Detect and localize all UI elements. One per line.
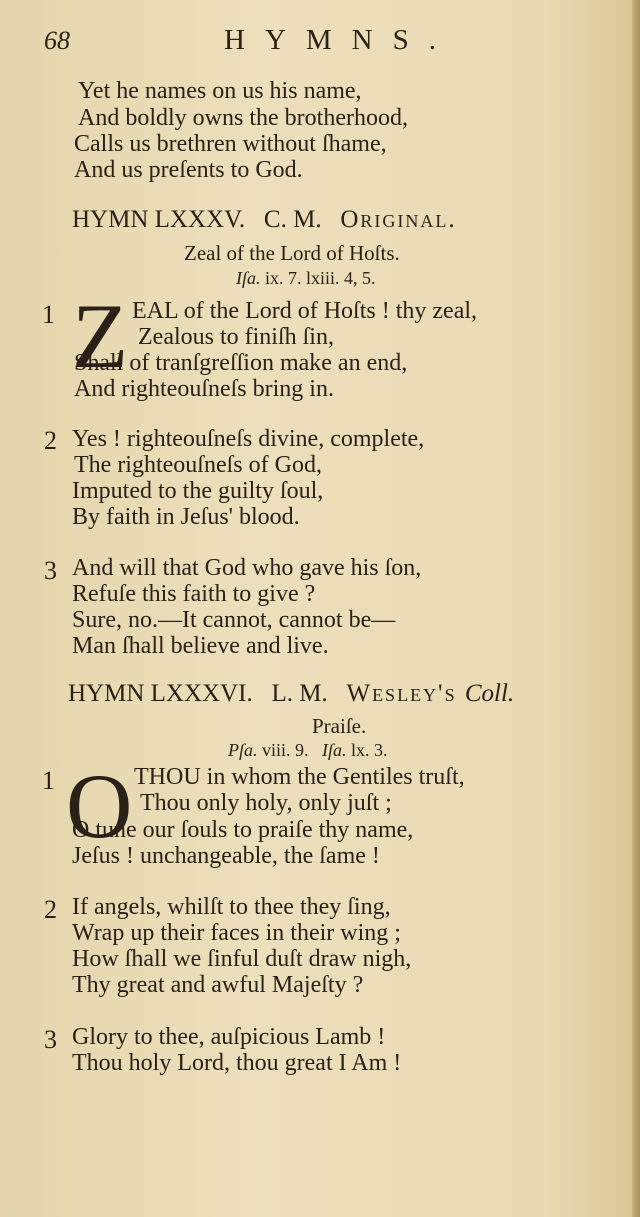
hymn-source: Original. <box>340 206 457 233</box>
drop-cap: Z <box>72 285 129 387</box>
hymn-subject: Zeal of the Lord of Hoſts. <box>184 241 400 265</box>
verse-line: Shall of tranſgreſſion make an end, <box>74 350 408 376</box>
running-head: HYMNS. <box>224 24 456 56</box>
ref-book: Iſa. <box>322 740 347 760</box>
verse-line: Man ſhall believe and live. <box>72 633 329 659</box>
ref-book: Pſa. <box>228 740 258 760</box>
verse-number: 1 <box>42 766 55 795</box>
scripture-reference <box>236 268 376 289</box>
hymn-subject: Praiſe. <box>312 714 367 738</box>
verse-line: Imputed to the guilty ſoul, <box>72 478 324 504</box>
verse-line: By faith in Jeſus' blood. <box>72 504 300 530</box>
verse-line: Glory to thee, auſpicious Lamb ! <box>72 1024 386 1050</box>
verse-line: And us preſents to God. <box>74 157 303 183</box>
verse-line: If angels, whilſt to thee they ſing, <box>72 894 391 920</box>
verse-number: 2 <box>44 426 57 455</box>
verse-line: EAL of the Lord of Hoſts ! thy zeal, <box>132 298 478 324</box>
hymn-title <box>72 206 457 234</box>
verse-line: Zealous to finiſh ſin, <box>138 324 334 350</box>
verse-line: Calls us brethren without ſhame, <box>74 131 387 157</box>
hymn-number: HYMN LXXXVI. <box>68 680 253 707</box>
verse-line: Refuſe this faith to give ? <box>72 581 316 607</box>
source-name: Wesley's <box>346 680 457 707</box>
verse-line: Yet he names on us his name, <box>78 78 362 104</box>
hymn-title <box>68 680 514 708</box>
drop-cap: O <box>66 755 133 857</box>
verse-line: Thou only holy, only juſt ; <box>140 790 392 816</box>
verse-line: Jeſus ! unchangeable, the ſame ! <box>72 843 380 869</box>
ref-text: lx. 3. <box>351 740 388 760</box>
verse-line: O tune our ſouls to praiſe thy name, <box>72 817 414 843</box>
page-edge <box>632 0 640 1217</box>
verse-line: Thy great and awful Majeſty ? <box>72 972 364 998</box>
verse-line: And righteouſneſs bring in. <box>74 376 334 402</box>
scripture-reference <box>228 740 388 761</box>
verse-number: 3 <box>44 556 57 585</box>
hymn-metre: L. M. <box>271 680 328 707</box>
verse-number: 2 <box>44 895 57 924</box>
verse-number: 3 <box>44 1025 57 1054</box>
hymn-source <box>346 680 514 707</box>
page-number: 68 <box>44 26 70 55</box>
verse-line: THOU in whom the Gentiles truſt, <box>134 764 465 790</box>
ref-text: ix. 7. lxiii. 4, 5. <box>265 268 376 288</box>
source-coll: Coll. <box>464 680 515 707</box>
verse-line: Yes ! righteouſneſs divine, complete, <box>72 426 425 452</box>
verse-line: Wrap up their faces in their wing ; <box>72 920 401 946</box>
ref-text: viii. 9. <box>262 740 309 760</box>
ref-book: Iſa. <box>236 268 261 288</box>
verse-line: The righteouſneſs of God, <box>74 452 322 478</box>
verse-line: And will that God who gave his ſon, <box>72 555 422 581</box>
verse-line: Thou holy Lord, thou great I Am ! <box>72 1050 402 1076</box>
verse-number: 1 <box>42 300 55 329</box>
verse-line: How ſhall we ſinful duſt draw nigh, <box>72 946 412 972</box>
hymn-metre: C. M. <box>263 206 322 233</box>
hymn-number: HYMN LXXXV. <box>72 206 246 233</box>
verse-line: And boldly owns the brotherhood, <box>78 105 408 131</box>
verse-line: Sure, no.—It cannot, cannot be— <box>72 607 396 633</box>
